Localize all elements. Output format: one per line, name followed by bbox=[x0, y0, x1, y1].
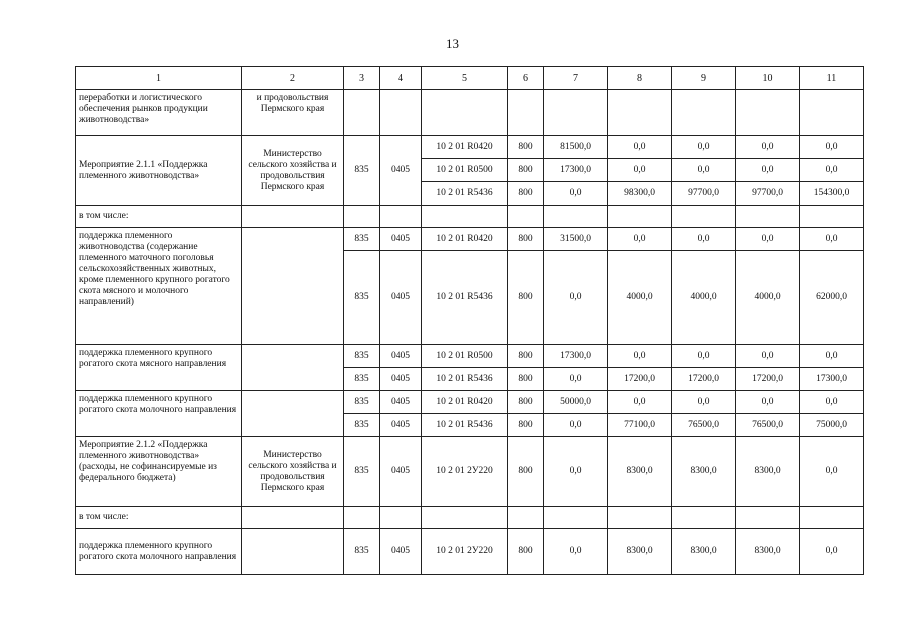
measure-name: поддержка племенного крупного рогатого скота мясного направления bbox=[76, 345, 242, 391]
header-cell: 3 bbox=[344, 67, 380, 90]
cell-value: 0,0 bbox=[672, 228, 736, 251]
cell-value: 0,0 bbox=[544, 437, 608, 507]
cell-value: 0,0 bbox=[608, 345, 672, 368]
cell-value: 0,0 bbox=[672, 345, 736, 368]
cell-value: 0,0 bbox=[736, 136, 800, 159]
cell-vr: 800 bbox=[508, 529, 544, 575]
cell-csr: 10 2 01 R0500 bbox=[422, 345, 508, 368]
cell-vr: 800 bbox=[508, 251, 544, 345]
header-cell: 1 bbox=[76, 67, 242, 90]
cell-value: 0,0 bbox=[800, 136, 864, 159]
cell-value: 0,0 bbox=[672, 159, 736, 182]
cell-value: 0,0 bbox=[736, 391, 800, 414]
measure-name: Мероприятие 2.1.2 «Поддержка племенного животноводства» (расходы, не софинансируемые из федерального бюджета) bbox=[76, 437, 242, 507]
cell-value: 17200,0 bbox=[736, 368, 800, 391]
budget-table bbox=[75, 66, 864, 575]
table-row bbox=[76, 507, 864, 529]
cell-value: 0,0 bbox=[608, 228, 672, 251]
header-cell: 2 bbox=[242, 67, 344, 90]
measure-name: Мероприятие 2.1.1 «Поддержка племенного животноводства» bbox=[76, 136, 242, 206]
cell-value: 97700,0 bbox=[672, 182, 736, 206]
header-cell: 8 bbox=[608, 67, 672, 90]
measure-name: поддержка племенного животноводства (содержание племенного маточного поголовья сельскохозяйственных животных, кроме племенного крупного рогатого скота мясного и молочного направлений) bbox=[76, 228, 242, 345]
cell-value: 0,0 bbox=[544, 414, 608, 437]
cell-value: 98300,0 bbox=[608, 182, 672, 206]
cell-value: 0,0 bbox=[672, 391, 736, 414]
cell-section: 0405 bbox=[380, 345, 422, 368]
cell-csr: 10 2 01 R5436 bbox=[422, 414, 508, 437]
cell-value: 8300,0 bbox=[672, 529, 736, 575]
cell-value: 81500,0 bbox=[544, 136, 608, 159]
cell-csr: 10 2 01 R0420 bbox=[422, 136, 508, 159]
organization: Министерство сельского хозяйства и продовольствия Пермского края bbox=[242, 437, 344, 507]
cell-value: 0,0 bbox=[672, 136, 736, 159]
cell-value: 17300,0 bbox=[544, 159, 608, 182]
table-row bbox=[76, 90, 864, 136]
cell-section: 0405 bbox=[380, 414, 422, 437]
cell-csr: 10 2 01 R5436 bbox=[422, 182, 508, 206]
table-row bbox=[76, 206, 864, 228]
organization: Министерство сельского хозяйства и продовольствия Пермского края bbox=[242, 136, 344, 206]
cell-section: 0405 bbox=[380, 228, 422, 251]
cell-value: 76500,0 bbox=[736, 414, 800, 437]
cell-value: 17300,0 bbox=[800, 368, 864, 391]
cell-value: 4000,0 bbox=[672, 251, 736, 345]
cell-vr: 800 bbox=[508, 159, 544, 182]
table-row bbox=[76, 136, 864, 159]
cell-value: 8300,0 bbox=[608, 529, 672, 575]
header-cell: 6 bbox=[508, 67, 544, 90]
cell-grbs: 835 bbox=[344, 251, 380, 345]
cell-value: 4000,0 bbox=[736, 251, 800, 345]
cell-vr: 800 bbox=[508, 368, 544, 391]
cell-value: 0,0 bbox=[544, 182, 608, 206]
cell-grbs: 835 bbox=[344, 136, 380, 206]
cell-section: 0405 bbox=[380, 136, 422, 206]
cell-value: 31500,0 bbox=[544, 228, 608, 251]
header-cell: 10 bbox=[736, 67, 800, 90]
cell-value: 0,0 bbox=[608, 159, 672, 182]
cell-csr: 10 2 01 R0420 bbox=[422, 228, 508, 251]
cell-value: 0,0 bbox=[800, 345, 864, 368]
cell-value: 0,0 bbox=[544, 368, 608, 391]
including-label: в том числе: bbox=[76, 507, 242, 529]
page-number: 13 bbox=[446, 36, 459, 51]
table-row bbox=[76, 228, 864, 251]
cell-vr: 800 bbox=[508, 228, 544, 251]
cell-value: 77100,0 bbox=[608, 414, 672, 437]
cell-csr: 10 2 01 R5436 bbox=[422, 251, 508, 345]
cell-value: 8300,0 bbox=[608, 437, 672, 507]
cell-vr: 800 bbox=[508, 136, 544, 159]
cell-value: 0,0 bbox=[544, 529, 608, 575]
cell-grbs: 835 bbox=[344, 529, 380, 575]
cell-grbs: 835 bbox=[344, 391, 380, 414]
header-row bbox=[76, 67, 864, 90]
cell-value: 0,0 bbox=[800, 529, 864, 575]
cell-value: 17200,0 bbox=[672, 368, 736, 391]
table-row bbox=[76, 391, 864, 414]
measure-name: переработки и логистического обеспечения рынков продукции животноводства» bbox=[76, 90, 242, 136]
organization: и продовольствия Пермского края bbox=[242, 90, 344, 136]
cell-grbs: 835 bbox=[344, 437, 380, 507]
cell-grbs: 835 bbox=[344, 368, 380, 391]
cell-csr: 10 2 01 2У220 bbox=[422, 529, 508, 575]
cell-csr: 10 2 01 R0420 bbox=[422, 391, 508, 414]
cell-value: 0,0 bbox=[800, 437, 864, 507]
cell-value: 0,0 bbox=[736, 228, 800, 251]
cell-value: 0,0 bbox=[800, 159, 864, 182]
cell-grbs: 835 bbox=[344, 414, 380, 437]
cell-section: 0405 bbox=[380, 437, 422, 507]
cell-value: 0,0 bbox=[800, 391, 864, 414]
cell-vr: 800 bbox=[508, 437, 544, 507]
cell-value: 0,0 bbox=[544, 251, 608, 345]
cell-grbs: 835 bbox=[344, 345, 380, 368]
cell-csr: 10 2 01 R5436 bbox=[422, 368, 508, 391]
cell-vr: 800 bbox=[508, 182, 544, 206]
header-cell: 11 bbox=[800, 67, 864, 90]
cell-value: 76500,0 bbox=[672, 414, 736, 437]
cell-section: 0405 bbox=[380, 391, 422, 414]
cell-section: 0405 bbox=[380, 251, 422, 345]
cell-vr: 800 bbox=[508, 345, 544, 368]
cell-value: 0,0 bbox=[800, 228, 864, 251]
cell-value: 8300,0 bbox=[736, 529, 800, 575]
header-cell: 5 bbox=[422, 67, 508, 90]
cell-value: 17300,0 bbox=[544, 345, 608, 368]
cell-value: 0,0 bbox=[736, 159, 800, 182]
including-label: в том числе: bbox=[76, 206, 242, 228]
cell-vr: 800 bbox=[508, 414, 544, 437]
cell-value: 97700,0 bbox=[736, 182, 800, 206]
cell-value: 8300,0 bbox=[672, 437, 736, 507]
cell-value: 0,0 bbox=[608, 391, 672, 414]
measure-name: поддержка племенного крупного рогатого скота молочного направления bbox=[76, 391, 242, 437]
header-cell: 4 bbox=[380, 67, 422, 90]
measure-name: поддержка племенного крупного рогатого скота молочного направления bbox=[76, 529, 242, 575]
cell-section: 0405 bbox=[380, 529, 422, 575]
cell-value: 4000,0 bbox=[608, 251, 672, 345]
table-row bbox=[76, 437, 864, 507]
cell-value: 8300,0 bbox=[736, 437, 800, 507]
cell-vr: 800 bbox=[508, 391, 544, 414]
cell-value: 50000,0 bbox=[544, 391, 608, 414]
cell-csr: 10 2 01 2У220 bbox=[422, 437, 508, 507]
cell-value: 75000,0 bbox=[800, 414, 864, 437]
table-row bbox=[76, 529, 864, 575]
cell-value: 154300,0 bbox=[800, 182, 864, 206]
header-cell: 9 bbox=[672, 67, 736, 90]
cell-value: 17200,0 bbox=[608, 368, 672, 391]
cell-value: 0,0 bbox=[736, 345, 800, 368]
cell-value: 0,0 bbox=[608, 136, 672, 159]
table-row bbox=[76, 345, 864, 368]
cell-value: 62000,0 bbox=[800, 251, 864, 345]
cell-csr: 10 2 01 R0500 bbox=[422, 159, 508, 182]
cell-section: 0405 bbox=[380, 368, 422, 391]
header-cell: 7 bbox=[544, 67, 608, 90]
cell-grbs: 835 bbox=[344, 228, 380, 251]
